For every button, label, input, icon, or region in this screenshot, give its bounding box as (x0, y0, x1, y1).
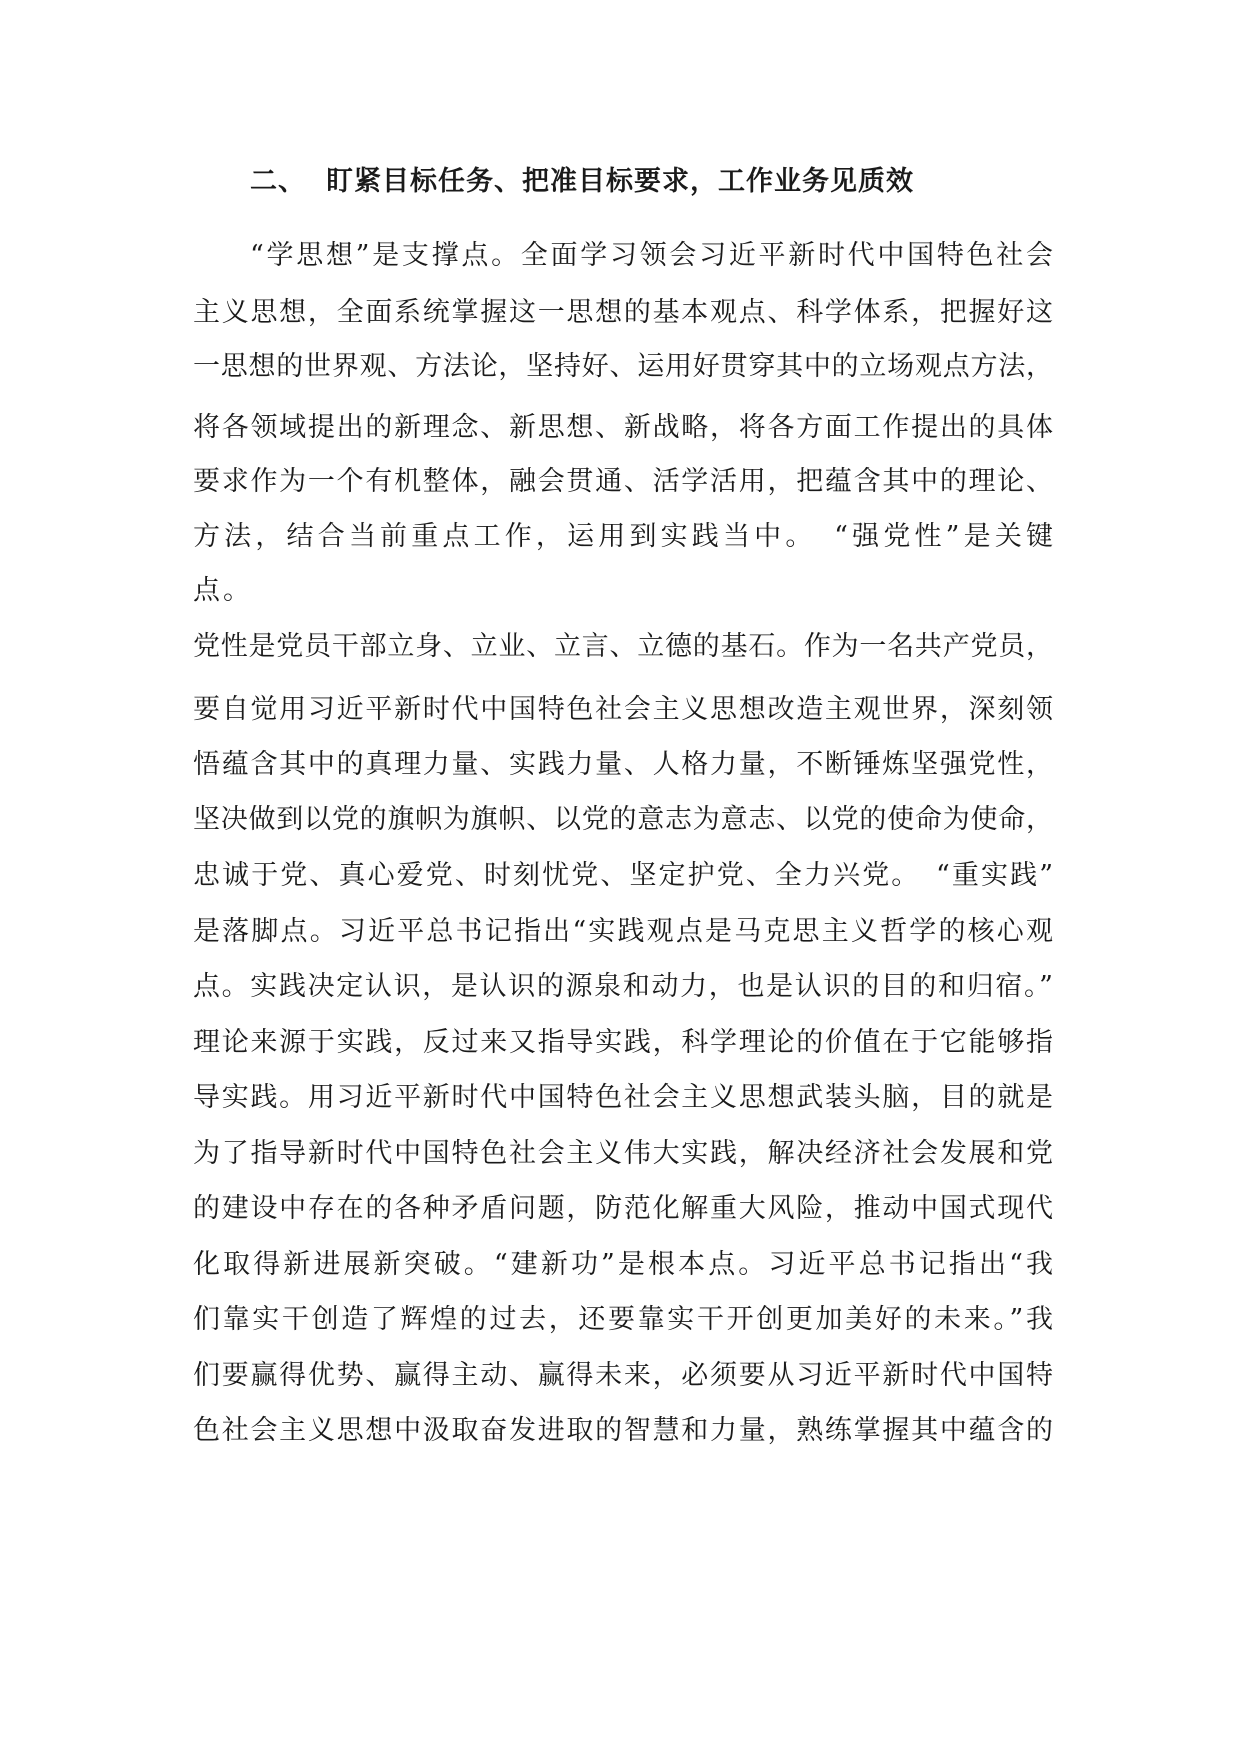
body-line: 党性是党员干部立身、立业、立言、立德的基石。作为一名共产党员， (193, 631, 1053, 662)
body-line: 理论来源于实践，反过来又指导实践，科学理论的价值在于它能够指 (193, 1027, 1053, 1058)
body-line: 点。实践决定认识，是认识的源泉和动力，也是认识的目的和归宿。” (193, 971, 1053, 1002)
body-line: 忠诚于党、真心爱党、时刻忧党、坚定护党、全力兴党。 “重实践” (193, 860, 1053, 891)
body-line: 点。 (193, 575, 253, 606)
body-line: 们靠实干创造了辉煌的过去，还要靠实干开创更加美好的未来。”我 (193, 1304, 1053, 1335)
body-line: 的建设中存在的各种矛盾问题，防范化解重大风险，推动中国式现代 (193, 1193, 1053, 1224)
body-line: 为了指导新时代中国特色社会主义伟大实践，解决经济社会发展和党 (193, 1138, 1053, 1169)
body-line: 方法，结合当前重点工作，运用到实践当中。 “强党性”是关键 (193, 521, 1053, 552)
body-line: 要求作为一个有机整体，融会贯通、活学活用，把蕴含其中的理论、 (193, 466, 1053, 497)
body-line: 主义思想，全面系统掌握这一思想的基本观点、科学体系，把握好这 (193, 297, 1053, 328)
body-line: 化取得新进展新突破。“建新功”是根本点。习近平总书记指出“我 (193, 1249, 1053, 1280)
body-line: 们要赢得优势、赢得主动、赢得未来，必须要从习近平新时代中国特 (193, 1360, 1053, 1391)
body-line: 是落脚点。习近平总书记指出“实践观点是马克思主义哲学的核心观 (193, 916, 1053, 947)
body-line: 悟蕴含其中的真理力量、实践力量、人格力量，不断锤炼坚强党性， (193, 749, 1053, 780)
body-line: 将各领域提出的新理念、新思想、新战略，将各方面工作提出的具体 (193, 412, 1053, 443)
body-line: 一思想的世界观、方法论，坚持好、运用好贯穿其中的立场观点方法， (193, 351, 1053, 382)
body-line: 坚决做到以党的旗帜为旗帜、以党的意志为意志、以党的使命为使命， (193, 804, 1053, 835)
section-heading (250, 160, 914, 204)
section-title: 盯紧目标任务、把准目标要求，工作业务见质效 (326, 166, 914, 197)
body-line: 色社会主义思想中汲取奋发进取的智慧和力量，熟练掌握其中蕴含的 (193, 1415, 1053, 1446)
body-line: 导实践。用习近平新时代中国特色社会主义思想武装头脑，目的就是 (193, 1082, 1053, 1113)
section-number: 二、 (250, 166, 306, 197)
body-line: 要自觉用习近平新时代中国特色社会主义思想改造主观世界，深刻领 (193, 694, 1053, 725)
body-line: “学思想”是支撑点。全面学习领会习近平新时代中国特色社会 (250, 240, 1053, 271)
